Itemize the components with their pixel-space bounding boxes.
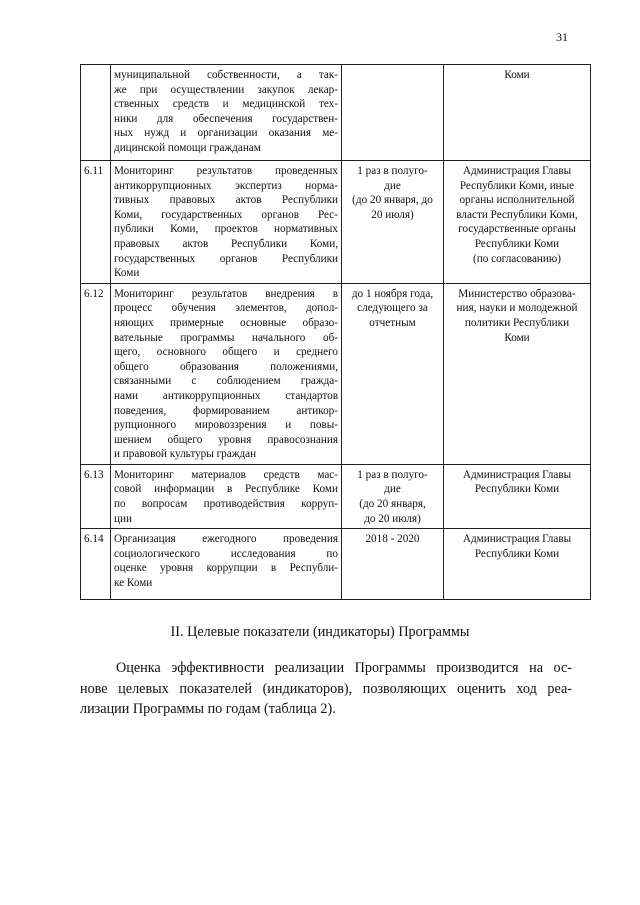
row-number: 6.14 [84,533,104,546]
measure-cell [111,529,342,600]
row-number: 6.11 [84,165,104,177]
measure-line: рупционного мировоззрения и повы- [114,419,338,432]
measure-line: тивных правовых актов Республики [114,194,338,207]
measure-line: социологического исследования по [114,547,338,560]
term-cell [342,464,444,528]
executor-line: Коми [504,69,530,81]
term-cell [342,529,444,600]
executor-cell [444,529,591,600]
measure-line: Организация ежегодного проведения [114,533,338,546]
term-line: следующего за [357,302,428,315]
measure-cell [111,161,342,284]
executor-line: органы исполнительной [459,194,575,207]
measure-line: правовых актов Республики Коми, [114,237,338,250]
executor-line: Администрация Главы [462,533,572,546]
measure-line: антикоррупционных экспертиз норма- [114,179,338,192]
measures-table [80,64,591,600]
executor-line: Республики Коми, иные [459,179,575,192]
measure-line: поведения, формированием антикор- [114,404,338,417]
term-line: до 1 ноября года, [351,287,434,300]
term-line: дие [384,179,401,192]
executor-cell [444,464,591,528]
term-line: 2018 - 2020 [365,533,420,546]
measure-line: же при осуществлении закупок лекар- [114,83,338,96]
executor-line: власти Республики Коми, [456,208,578,221]
measure-line: вательные программы начального об- [114,331,338,344]
row-number: 6.13 [84,468,104,481]
measure-line: оценке уровня коррупции в Республи- [114,562,338,575]
term-line: 1 раз в полуго- [357,165,428,177]
measure-line: ственных средств и медицинской тех- [114,98,338,111]
row-number-cell [81,464,111,528]
measure-line: нами антикоррупционных стандартов [114,389,338,402]
measure-line: ники для обеспечения государствен- [114,112,338,125]
executor-line: политики Республики [464,316,570,329]
executor-line: Администрация Главы [462,468,572,481]
term-cell [342,283,444,464]
measure-line: Мониторинг результатов проведенных [114,165,338,177]
section-title: II. Целевые показатели (индикаторы) Программы [170,624,470,640]
measure-line: шением общего уровня правосознания [114,433,338,446]
term-line: (до 20 января, [359,498,426,511]
measure-line: щего, основного общего и среднего [114,346,338,359]
measure-line: дицинской помощи гражданам [114,141,261,154]
measure-line: государственных органов Республики [114,252,338,265]
executor-line: ния, науки и молодежной [456,302,578,315]
executor-cell [444,161,591,284]
measure-line: процесс обучения элементов, допол- [114,302,338,315]
term-line: 1 раз в полуго- [357,468,428,481]
paragraph-line: лизации Программы по годам (таблица 2). [80,701,336,717]
measure-cell [111,65,342,161]
executor-line: Республики Коми [474,237,560,250]
executor-line: Министерство образова- [458,287,576,300]
executor-line: Республики Коми [474,483,560,496]
term-line: отчетным [369,316,416,329]
measure-line: совой информации в Республике Коми [114,483,338,496]
term-line: 20 июля) [371,208,414,221]
table-row [81,65,591,161]
body-paragraph [80,658,572,720]
measure-line: ке Коми [114,577,153,590]
page-number: 31 [556,30,568,44]
term-cell [342,161,444,284]
measures-table-body [81,65,591,600]
paragraph-line: Оценка эффективности реализации Программы производится на ос- [116,660,572,676]
term-line: дие [384,483,401,496]
measure-line: и правовой культуры граждан [114,448,257,461]
executor-line: государственные органы [458,223,576,236]
table-row [81,283,591,464]
measure-line: связанными с соблюдением гражда- [114,375,338,388]
table-row [81,529,591,600]
measure-cell [111,283,342,464]
paragraph-line: нове целевых показателей (индикаторов), позволяющих оценить ход реа- [80,680,572,697]
row-number-cell [81,161,111,284]
measure-line: по вопросам противодействия корруп- [114,498,338,511]
row-number: 6.12 [84,287,104,300]
row-number-cell [81,283,111,464]
table-row [81,464,591,528]
measure-line: няющих примерные основные образо- [114,316,338,329]
measure-line: ных нужд и организации оказания ме- [114,127,338,140]
measure-line: Мониторинг результатов внедрения в [114,287,338,300]
measure-cell [111,464,342,528]
executor-line: Республики Коми [474,547,560,560]
measure-line: муниципальной собственности, а так- [114,69,338,81]
row-number-cell [81,65,111,161]
executor-line: Администрация Главы [462,165,572,177]
measure-line: Мониторинг материалов средств мас- [114,468,338,481]
executor-cell [444,283,591,464]
term-line: до 20 июля) [364,512,421,525]
measure-line: Коми [114,267,140,280]
row-number-cell [81,529,111,600]
executor-line: Коми [504,331,530,344]
measure-line: общего образования положениями, [114,360,338,373]
table-row [81,161,591,284]
measure-line: ции [114,512,132,525]
executor-line: (по согласованию) [473,252,561,265]
term-cell [342,65,444,161]
measure-line: Коми, государственных органов Рес- [114,208,338,221]
executor-cell [444,65,591,161]
term-line: (до 20 января, до [352,194,433,207]
measure-line: публики Коми, проектов нормативных [114,223,338,236]
